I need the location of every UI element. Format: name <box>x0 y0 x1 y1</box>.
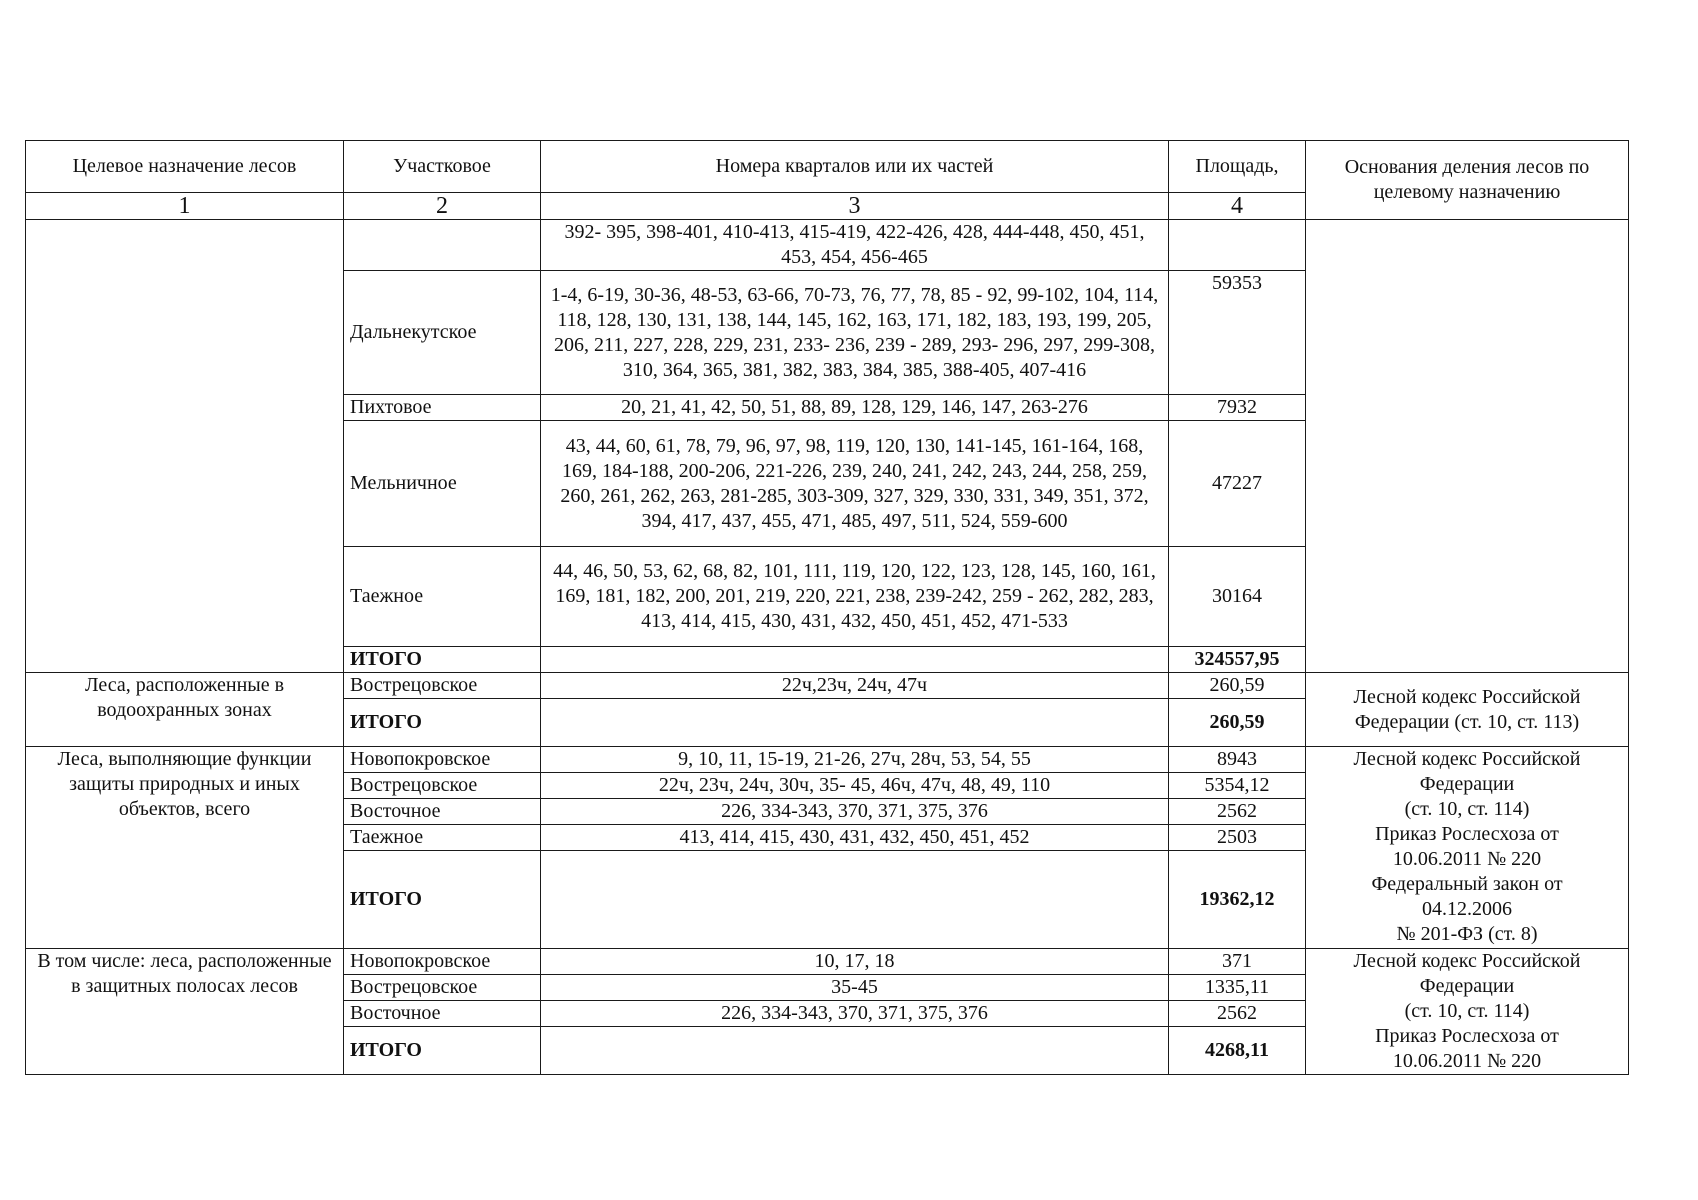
forest-purpose-table <box>25 140 1629 1075</box>
header-purpose: Целевое назначение лесов <box>26 141 344 193</box>
quarters-cell: 43, 44, 60, 61, 78, 79, 96, 97, 98, 119, 120, 130, 141-145, 161-164, 168, 169, 184-188, 200-206, 221-226, 239, 240, 241, 242, 243, 244, 258, 259, 260, 261, 262, 263, 281-285, 303-309, 327, 329, 330, 331, 349, 351, 372, 394, 417, 437, 455, 471, 485, 497, 511, 524, 559-600 <box>541 421 1169 547</box>
quarters-cell: 9, 10, 11, 15-19, 21-26, 27ч, 28ч, 53, 54, 55 <box>541 747 1169 773</box>
district-cell: Пихтовое <box>344 395 541 421</box>
quarters-cell: 392- 395, 398-401, 410-413, 415-419, 422-426, 428, 444-448, 450, 451, 453, 454, 456-465 <box>541 220 1169 271</box>
total-label: ИТОГО <box>344 851 541 949</box>
area-cell: 1335,11 <box>1169 975 1306 1001</box>
total-label: ИТОГО <box>344 1027 541 1075</box>
header-row <box>26 141 1629 193</box>
basis-line: Федерации <box>1419 773 1515 795</box>
area-cell: 59353 <box>1169 271 1306 395</box>
district-cell <box>344 220 541 271</box>
district-cell: Мельничное <box>344 421 541 547</box>
district-cell: Вострецовское <box>344 975 541 1001</box>
district-cell: Новопокровское <box>344 949 541 975</box>
quarters-cell: 22ч,23ч, 24ч, 47ч <box>541 673 1169 699</box>
quarters-cell-empty <box>541 699 1169 747</box>
basis-cell <box>1306 747 1629 949</box>
area-cell: 5354,12 <box>1169 773 1306 799</box>
header-num-1: 1 <box>26 193 344 220</box>
table-row <box>26 673 1629 699</box>
area-cell: 30164 <box>1169 547 1306 647</box>
district-cell: Таежное <box>344 825 541 851</box>
basis-line: 10.06.2011 № 220 <box>1392 848 1542 870</box>
basis-line: (ст. 10, ст. 114) <box>1404 798 1530 820</box>
quarters-cell-empty <box>541 1027 1169 1075</box>
basis-line: Федеральный закон от <box>1371 873 1563 895</box>
quarters-cell: 226, 334-343, 370, 371, 375, 376 <box>541 1001 1169 1027</box>
basis-line: 04.12.2006 <box>1422 898 1512 920</box>
total-area: 4268,11 <box>1169 1027 1306 1075</box>
basis-cell <box>1306 949 1629 1075</box>
area-cell <box>1169 220 1306 271</box>
purpose-cell-empty <box>26 220 344 673</box>
quarters-cell: 10, 17, 18 <box>541 949 1169 975</box>
total-area: 260,59 <box>1169 699 1306 747</box>
purpose-cell: В том числе: леса, расположенные в защитных полосах лесов <box>26 949 344 1075</box>
area-cell: 2503 <box>1169 825 1306 851</box>
area-cell: 2562 <box>1169 799 1306 825</box>
basis-line: Лесной кодекс Российской <box>1353 950 1581 972</box>
quarters-cell: 413, 414, 415, 430, 431, 432, 450, 451, 452 <box>541 825 1169 851</box>
quarters-cell: 35-45 <box>541 975 1169 1001</box>
district-cell: Вострецовское <box>344 773 541 799</box>
header-num-4: 4 <box>1169 193 1306 220</box>
table-row <box>26 747 1629 773</box>
quarters-cell: 22ч, 23ч, 24ч, 30ч, 35- 45, 46ч, 47ч, 48, 49, 110 <box>541 773 1169 799</box>
table-row <box>26 949 1629 975</box>
header-area: Площадь, <box>1169 141 1306 193</box>
area-cell: 47227 <box>1169 421 1306 547</box>
quarters-cell: 1-4, 6-19, 30-36, 48-53, 63-66, 70-73, 76, 77, 78, 85 - 92, 99-102, 104, 114, 118, 128, 130, 131, 138, 144, 145, 162, 163, 171, 182, 183, 193, 199, 205, 206, 211, 227, 228, 229, 231, 233- 236, 239 - 289, 293- 296, 297, 299-308, 310, 364, 365, 381, 382, 383, 384, 385, 388-405, 407-416 <box>541 271 1169 395</box>
area-cell: 2562 <box>1169 1001 1306 1027</box>
area-cell: 7932 <box>1169 395 1306 421</box>
table-row <box>26 220 1629 271</box>
district-cell: Вострецовское <box>344 673 541 699</box>
basis-cell-empty <box>1306 220 1629 673</box>
basis-line: Приказ Рослесхоза от <box>1375 823 1559 845</box>
basis-line: Приказ Рослесхоза от <box>1375 1025 1559 1047</box>
quarters-cell-empty <box>541 647 1169 673</box>
basis-cell: Лесной кодекс Российской Федерации (ст. 10, ст. 113) <box>1306 673 1629 747</box>
basis-line: Федерации <box>1419 975 1515 997</box>
header-num-2: 2 <box>344 193 541 220</box>
area-cell: 371 <box>1169 949 1306 975</box>
basis-line: 10.06.2011 № 220 <box>1392 1050 1542 1072</box>
district-cell: Таежное <box>344 547 541 647</box>
district-cell: Восточное <box>344 1001 541 1027</box>
purpose-cell: Леса, расположенные в водоохранных зонах <box>26 673 344 747</box>
header-district: Участковое <box>344 141 541 193</box>
basis-line: (ст. 10, ст. 114) <box>1404 1000 1530 1022</box>
total-area: 324557,95 <box>1169 647 1306 673</box>
district-cell: Новопокровское <box>344 747 541 773</box>
quarters-cell: 44, 46, 50, 53, 62, 68, 82, 101, 111, 119, 120, 122, 123, 128, 145, 160, 161, 169, 181, 182, 200, 201, 219, 220, 221, 238, 239-242, 259 - 262, 282, 283, 413, 414, 415, 430, 431, 432, 450, 451, 452, 471-533 <box>541 547 1169 647</box>
purpose-cell: Леса, выполняющие функции защиты природных и иных объектов, всего <box>26 747 344 949</box>
header-basis: Основания деления лесов по целевому назначению <box>1306 141 1629 220</box>
area-cell: 8943 <box>1169 747 1306 773</box>
basis-line: Лесной кодекс Российской <box>1353 748 1581 770</box>
total-area: 19362,12 <box>1169 851 1306 949</box>
total-label: ИТОГО <box>344 647 541 673</box>
district-cell: Дальнекутское <box>344 271 541 395</box>
district-cell: Восточное <box>344 799 541 825</box>
header-quarters: Номера кварталов или их частей <box>541 141 1169 193</box>
total-label: ИТОГО <box>344 699 541 747</box>
quarters-cell-empty <box>541 851 1169 949</box>
quarters-cell: 20, 21, 41, 42, 50, 51, 88, 89, 128, 129, 146, 147, 263-276 <box>541 395 1169 421</box>
area-cell: 260,59 <box>1169 673 1306 699</box>
basis-line: № 201-ФЗ (ст. 8) <box>1396 923 1538 945</box>
header-num-3: 3 <box>541 193 1169 220</box>
quarters-cell: 226, 334-343, 370, 371, 375, 376 <box>541 799 1169 825</box>
